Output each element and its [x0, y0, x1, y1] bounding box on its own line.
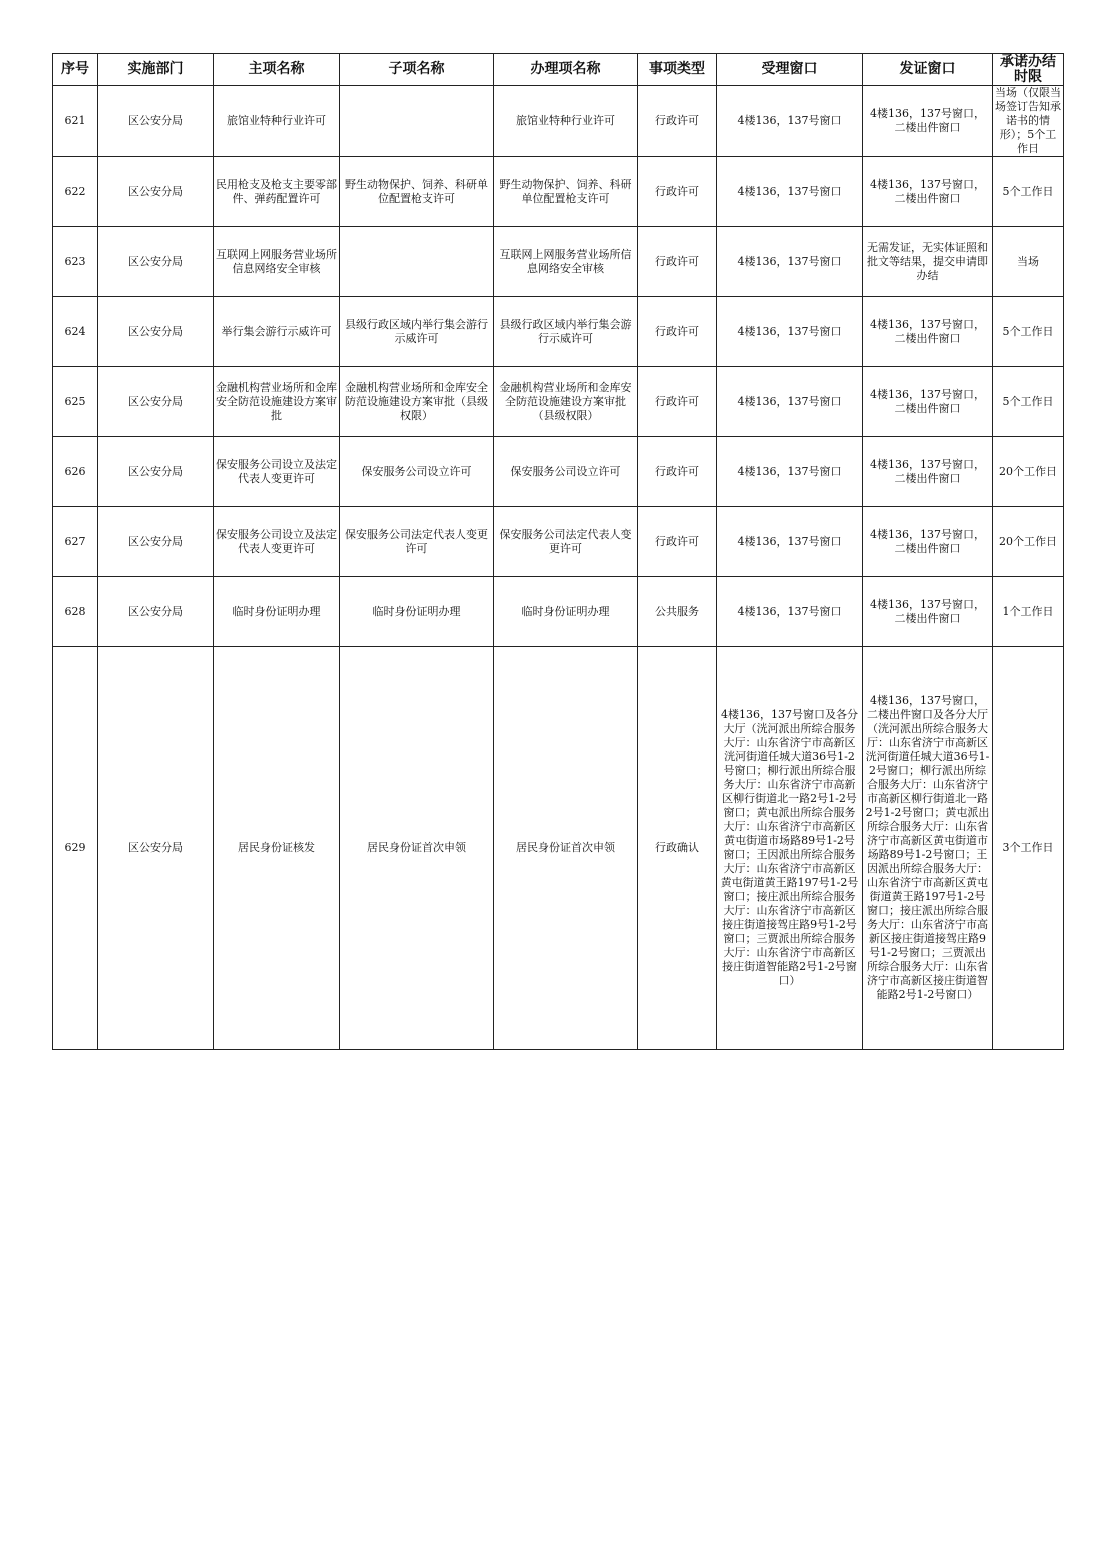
cell-item-type: 行政许可 [638, 157, 717, 227]
cell-issue-window: 4楼136，137号窗口，二楼出件窗口 [863, 367, 993, 437]
cell-item-type: 公共服务 [638, 577, 717, 647]
cell-accept-window: 4楼136，137号窗口 [717, 227, 863, 297]
cell-main-item: 旅馆业特种行业许可 [214, 86, 340, 157]
cell-accept-window: 4楼136，137号窗口 [717, 297, 863, 367]
table-row [53, 367, 1064, 437]
table-row [53, 507, 1064, 577]
header-row [53, 54, 1064, 86]
header-main-item: 主项名称 [214, 54, 340, 86]
table-row [53, 227, 1064, 297]
cell-time-limit: 5个工作日 [993, 297, 1064, 367]
cell-item-type: 行政许可 [638, 297, 717, 367]
cell-sub-item: 县级行政区域内举行集会游行示威许可 [340, 297, 494, 367]
cell-time-limit: 1个工作日 [993, 577, 1064, 647]
cell-dept: 区公安分局 [98, 437, 214, 507]
cell-sub-item [340, 227, 494, 297]
cell-handling-item: 临时身份证明办理 [494, 577, 638, 647]
cell-dept: 区公安分局 [98, 157, 214, 227]
cell-item-type: 行政许可 [638, 367, 717, 437]
cell-time-limit: 5个工作日 [993, 157, 1064, 227]
cell-sub-item: 临时身份证明办理 [340, 577, 494, 647]
cell-handling-item: 旅馆业特种行业许可 [494, 86, 638, 157]
cell-no: 629 [53, 647, 98, 1050]
cell-main-item: 保安服务公司设立及法定代表人变更许可 [214, 437, 340, 507]
cell-accept-window: 4楼136，137号窗口及各分大厅（洸河派出所综合服务大厅：山东省济宁市高新区洸河街道任城大道36号1-2号窗口；柳行派出所综合服务大厅：山东省济宁市高新区柳行街道北一路2号1-2号窗口；黄屯派出所综合服务大厅：山东省济宁市高新区黄屯街道市场路89号1-2号窗口；王因派出所综合服务大厅：山东省济宁市高新区黄屯街道黄王路197号1-2号窗口；接庄派出所综合服务大厅：山东省济宁市高新区接庄街道接驾庄路9号1-2号窗口；三贾派出所综合服务大厅：山东省济宁市高新区接庄街道智能路2号1-2号窗口） [717, 647, 863, 1050]
table-row [53, 647, 1064, 1050]
cell-issue-window: 4楼136，137号窗口，二楼出件窗口 [863, 507, 993, 577]
cell-sub-item: 野生动物保护、饲养、科研单位配置枪支许可 [340, 157, 494, 227]
cell-time-limit: 20个工作日 [993, 437, 1064, 507]
cell-accept-window: 4楼136，137号窗口 [717, 86, 863, 157]
cell-time-limit: 3个工作日 [993, 647, 1064, 1050]
cell-accept-window: 4楼136，137号窗口 [717, 437, 863, 507]
cell-time-limit: 当场（仅限当场签订告知承诺书的情形）；5个工作日 [993, 86, 1064, 157]
cell-no: 627 [53, 507, 98, 577]
cell-handling-item: 县级行政区域内举行集会游行示威许可 [494, 297, 638, 367]
cell-no: 623 [53, 227, 98, 297]
cell-issue-window: 4楼136，137号窗口，二楼出件窗口 [863, 437, 993, 507]
cell-main-item: 临时身份证明办理 [214, 577, 340, 647]
cell-item-type: 行政许可 [638, 507, 717, 577]
cell-time-limit: 5个工作日 [993, 367, 1064, 437]
table-row [53, 86, 1064, 157]
service-items-table [52, 53, 1064, 1050]
table-row [53, 437, 1064, 507]
cell-main-item: 保安服务公司设立及法定代表人变更许可 [214, 507, 340, 577]
cell-no: 622 [53, 157, 98, 227]
cell-handling-item: 野生动物保护、饲养、科研单位配置枪支许可 [494, 157, 638, 227]
cell-dept: 区公安分局 [98, 507, 214, 577]
cell-sub-item: 居民身份证首次申领 [340, 647, 494, 1050]
cell-no: 626 [53, 437, 98, 507]
cell-accept-window: 4楼136，137号窗口 [717, 367, 863, 437]
cell-no: 621 [53, 86, 98, 157]
cell-no: 624 [53, 297, 98, 367]
cell-item-type: 行政许可 [638, 227, 717, 297]
cell-handling-item: 居民身份证首次申领 [494, 647, 638, 1050]
cell-main-item: 举行集会游行示威许可 [214, 297, 340, 367]
table-row [53, 297, 1064, 367]
cell-dept: 区公安分局 [98, 227, 214, 297]
cell-main-item: 民用枪支及枪支主要零部件、弹药配置许可 [214, 157, 340, 227]
cell-sub-item: 保安服务公司法定代表人变更许可 [340, 507, 494, 577]
cell-accept-window: 4楼136，137号窗口 [717, 507, 863, 577]
cell-time-limit: 当场 [993, 227, 1064, 297]
cell-item-type: 行政许可 [638, 86, 717, 157]
table-row [53, 577, 1064, 647]
cell-issue-window: 4楼136，137号窗口，二楼出件窗口 [863, 86, 993, 157]
cell-handling-item: 金融机构营业场所和金库安全防范设施建设方案审批（县级权限） [494, 367, 638, 437]
cell-sub-item: 金融机构营业场所和金库安全防范设施建设方案审批（县级权限） [340, 367, 494, 437]
cell-issue-window: 4楼136，137号窗口，二楼出件窗口 [863, 577, 993, 647]
table-row [53, 157, 1064, 227]
cell-dept: 区公安分局 [98, 86, 214, 157]
cell-dept: 区公安分局 [98, 577, 214, 647]
cell-accept-window: 4楼136，137号窗口 [717, 577, 863, 647]
header-sub-item: 子项名称 [340, 54, 494, 86]
cell-handling-item: 保安服务公司设立许可 [494, 437, 638, 507]
cell-dept: 区公安分局 [98, 647, 214, 1050]
header-accept-window: 受理窗口 [717, 54, 863, 86]
cell-sub-item [340, 86, 494, 157]
header-dept: 实施部门 [98, 54, 214, 86]
cell-time-limit: 20个工作日 [993, 507, 1064, 577]
cell-issue-window: 4楼136，137号窗口，二楼出件窗口 [863, 297, 993, 367]
cell-main-item: 金融机构营业场所和金库安全防范设施建设方案审批 [214, 367, 340, 437]
cell-issue-window: 4楼136，137号窗口，二楼出件窗口 [863, 157, 993, 227]
header-time-limit: 承诺办结时限 [993, 54, 1064, 86]
cell-issue-window: 4楼136，137号窗口，二楼出件窗口及各分大厅（洸河派出所综合服务大厅：山东省济宁市高新区洸河街道任城大道36号1-2号窗口；柳行派出所综合服务大厅：山东省济宁市高新区柳行街道北一路2号1-2号窗口；黄屯派出所综合服务大厅：山东省济宁市高新区黄屯街道市场路89号1-2号窗口；王因派出所综合服务大厅：山东省济宁市高新区黄屯街道黄王路197号1-2号窗口；接庄派出所综合服务大厅：山东省济宁市高新区接庄街道接驾庄路9号1-2号窗口；三贾派出所综合服务大厅：山东省济宁市高新区接庄街道智能路2号1-2号窗口） [863, 647, 993, 1050]
cell-no: 625 [53, 367, 98, 437]
cell-handling-item: 保安服务公司法定代表人变更许可 [494, 507, 638, 577]
cell-issue-window: 无需发证，无实体证照和批文等结果，提交申请即办结 [863, 227, 993, 297]
header-handling-item: 办理项名称 [494, 54, 638, 86]
cell-dept: 区公安分局 [98, 367, 214, 437]
cell-main-item: 互联网上网服务营业场所信息网络安全审核 [214, 227, 340, 297]
cell-handling-item: 互联网上网服务营业场所信息网络安全审核 [494, 227, 638, 297]
cell-dept: 区公安分局 [98, 297, 214, 367]
header-no: 序号 [53, 54, 98, 86]
cell-no: 628 [53, 577, 98, 647]
cell-accept-window: 4楼136，137号窗口 [717, 157, 863, 227]
cell-item-type: 行政确认 [638, 647, 717, 1050]
cell-main-item: 居民身份证核发 [214, 647, 340, 1050]
cell-item-type: 行政许可 [638, 437, 717, 507]
header-item-type: 事项类型 [638, 54, 717, 86]
cell-sub-item: 保安服务公司设立许可 [340, 437, 494, 507]
header-issue-window: 发证窗口 [863, 54, 993, 86]
